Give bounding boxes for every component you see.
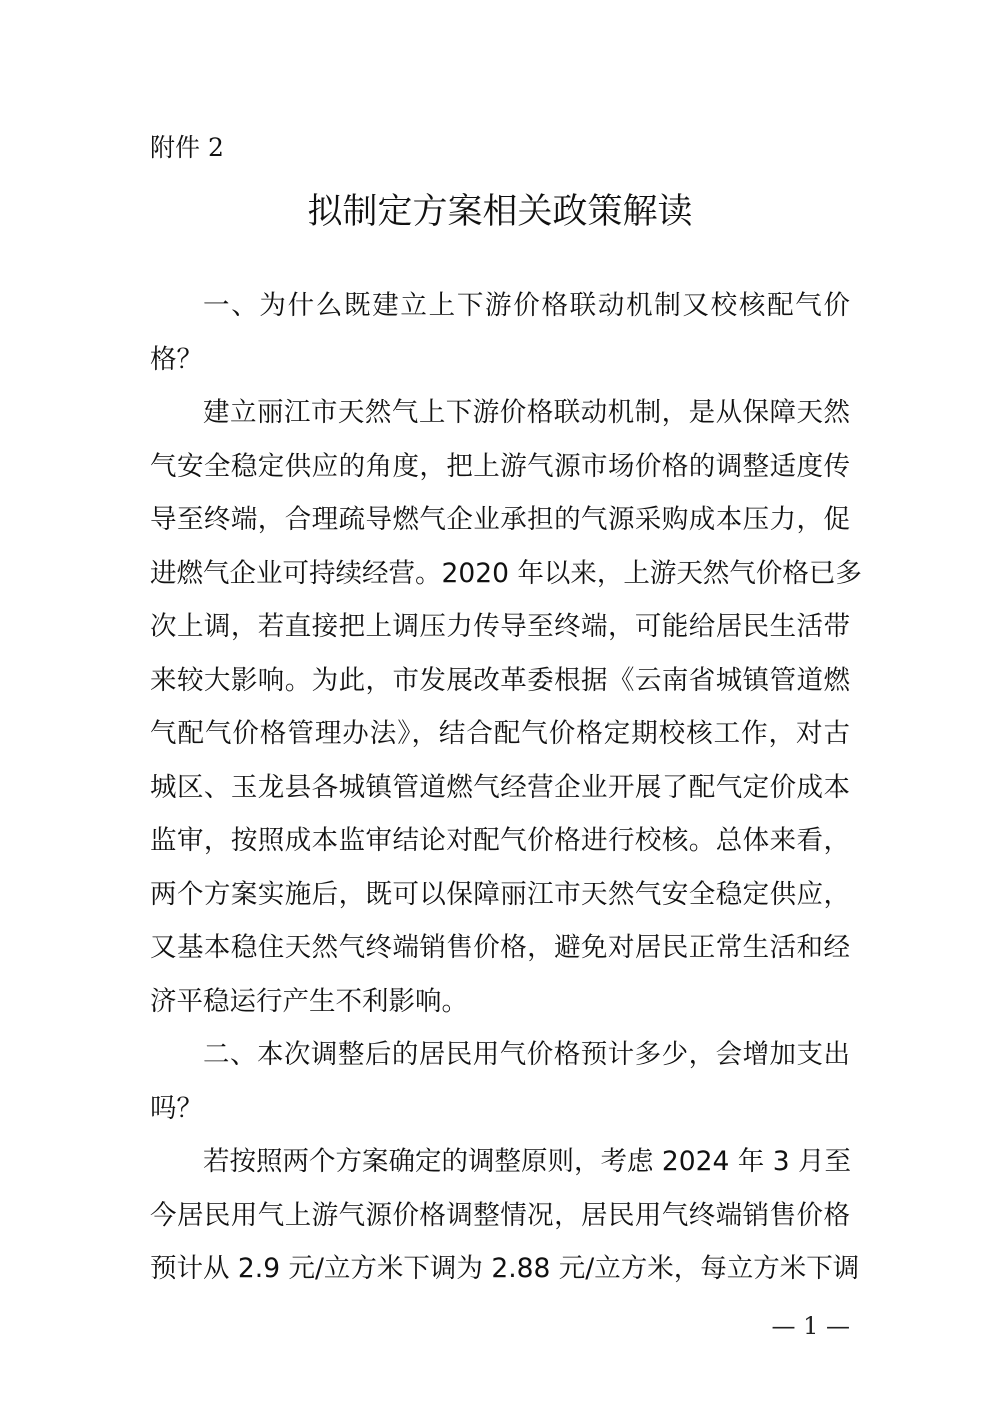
document-body [150, 279, 862, 1296]
paragraph-body-1 [150, 386, 862, 1028]
text-line: 又基本稳住天然气终端销售价格，避免对居民正常生活和经 [150, 932, 850, 963]
text-line: 气配气价格管理办法》，结合配气价格定期校核工作，对古 [150, 718, 850, 749]
text-line: 预计从 2.9 元/立方米下调为 2.88 元/立方米，每立方米下调 [150, 1253, 860, 1284]
text-line: 一、为什么既建立上下游价格联动机制又校核配气价 [203, 290, 850, 321]
text-line: 吗？ [150, 1092, 203, 1124]
text-line: 建立丽江市天然气上下游价格联动机制，是从保障天然 [203, 397, 850, 428]
text-line: 二、本次调整后的居民用气价格预计多少，会增加支出 [203, 1039, 850, 1070]
text-line: 两个方案实施后，既可以保障丽江市天然气安全稳定供应， [150, 878, 850, 910]
text-line: 济平稳运行产生不利影响。 [150, 985, 468, 1017]
section-heading-1 [150, 279, 850, 386]
section-heading-2 [150, 1028, 850, 1135]
text-line: 气安全稳定供应的角度，把上游气源市场价格的调整适度传 [150, 450, 850, 482]
text-line: 若按照两个方案确定的调整原则，考虑 2024 年 3 月至 [203, 1146, 851, 1177]
document-title: 拟制定方案相关政策解读 [307, 192, 693, 232]
page-number: — 1 — [771, 1312, 850, 1340]
text-line: 今居民用气上游气源价格调整情况，居民用气终端销售价格 [150, 1199, 850, 1231]
paragraph-body-2 [150, 1135, 860, 1296]
text-line: 监审，按照成本监审结论对配气价格进行校核。总体来看， [150, 825, 850, 856]
attachment-label: 附件 2 [150, 133, 224, 162]
text-line: 导至终端，合理疏导燃气企业承担的气源采购成本压力，促 [150, 504, 850, 535]
text-line: 城区、玉龙县各城镇管道燃气经营企业开展了配气定价成本 [150, 771, 850, 803]
text-line: 来较大影响。为此，市发展改革委根据《云南省城镇管道燃 [150, 664, 850, 696]
text-line: 次上调，若直接把上调压力传导至终端，可能给居民生活带 [150, 611, 850, 642]
text-line: 进燃气企业可持续经营。2020 年以来，上游天然气价格已多 [150, 557, 862, 589]
text-line: 格？ [150, 343, 203, 375]
